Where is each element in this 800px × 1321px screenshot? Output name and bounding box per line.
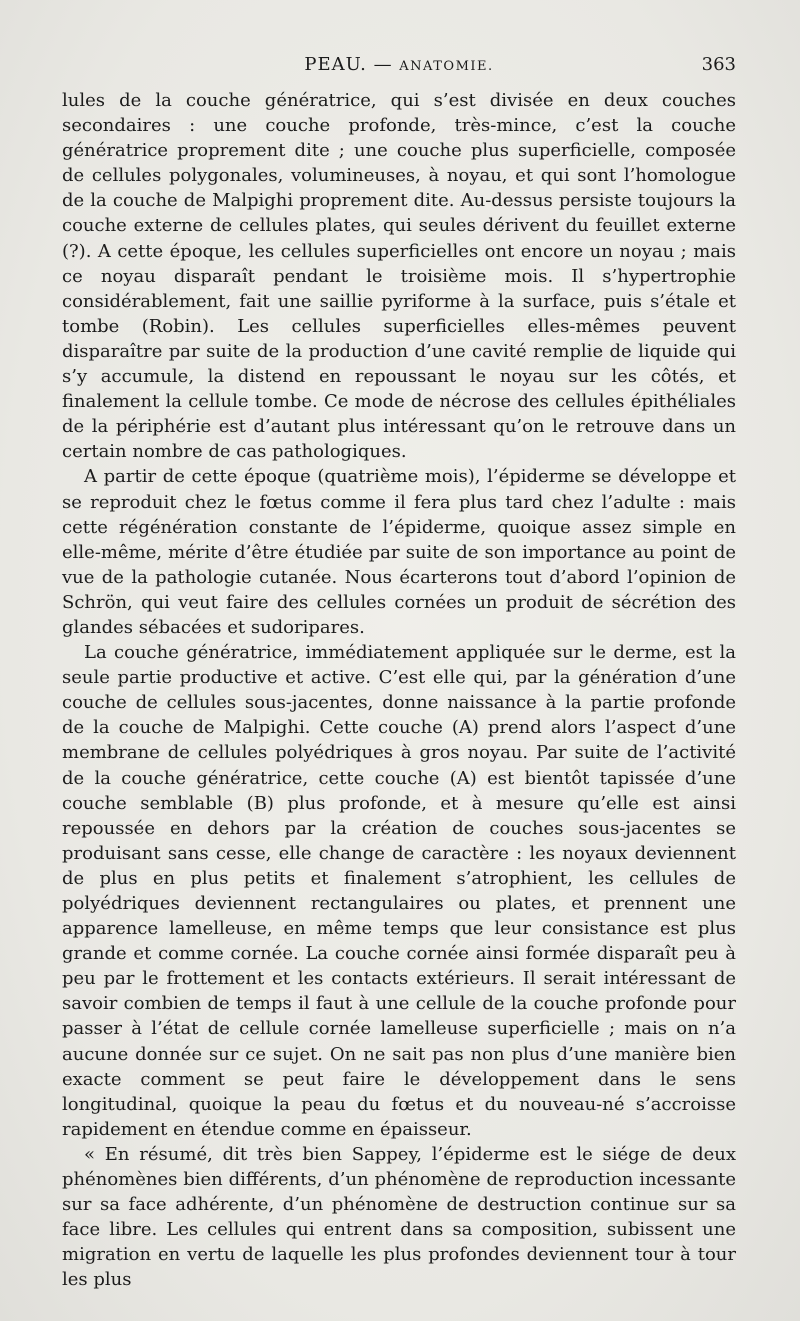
paragraph: A partir de cette époque (quatrième mois), l’épiderme se développe et se reproduit chez le fœtus comme il fera plus tard chez l’adulte : mais cette régénération constante de l’épiderme, quoique assez simple en elle-même, mérite d’être étudiée par suite de son importance au point de vue de la pathologie cutanée. Nous écarterons tout d’abord l’opinion de Schrön, qui veut faire des cellules cornées un produit de sécrétion des glandes sébacées et sudoripares. xyxy=(62,466,736,638)
body-text xyxy=(62,88,736,1293)
paragraph: lules de la couche génératrice, qui s’est divisée en deux couches secondaires : une couche profonde, très-mince, c’est la couche génératrice proprement dite ; une couche plus superficielle, composée de cellules polygonales, volumineuses, à noyau, et qui sont l’homologue de la couche de Malpighi proprement dite. Au-dessus persiste toujours la couche externe de cellules plates, qui seules dérivent du feuillet externe (?). A cette époque, les cellules superficielles ont encore un noyau ; mais ce noyau disparaît pendant le troisième mois. Il s’hypertrophie considérablement, fait une saillie pyriforme à la surface, puis s’étale et tombe (Robin). Les cellules superficielles elles-mêmes peuvent disparaître par suite de la production d’une cavité remplie de liquide qui s’y accumule, la distend en repoussant le noyau sur les côtés, et finalement la cellule tombe. Ce mode de nécrose des cellules épithéliales de la périphérie est d’autant plus intéressant qu’on le retrouve dans un certain nombre de cas pathologiques. xyxy=(62,90,736,463)
running-head xyxy=(62,54,736,75)
running-head-title: PEAU. — xyxy=(304,54,400,75)
page-number: 363 xyxy=(701,54,736,75)
paragraph: La couche génératrice, immédiatement appliquée sur le derme, est la seule partie productive et active. C’est elle qui, par la génération d’une couche de cellules sous-jacentes, donne naissance à la partie profonde de la couche de Malpighi. Cette couche (A) prend alors l’aspect d’une membrane de cellules polyédriques à gros noyau. Par suite de l’activité de la couche génératrice, cette couche (A) est bientôt tapissée d’une couche semblable (B) plus profonde, et à mesure qu’elle est ainsi repoussée en dehors par la création de couches sous-jacentes se produisant sans cesse, elle change de caractère : les noyaux deviennent de plus en plus petits et finalement s’atrophient, les cellules de polyédriques deviennent rectangulaires ou plates, et prennent une apparence lamelleuse, en même temps que leur consistance est plus grande et comme cornée. La couche cornée ainsi formée disparaît peu à peu par le frottement et les contacts extérieurs. Il serait intéressant de savoir combien de temps il faut à une cellule de la couche profonde pour passer à l’état de cellule cornée lamelleuse superficielle ; mais on n’a aucune donnée sur ce sujet. On ne sait pas non plus d’une manière bien exacte comment se peut faire le développement dans le sens longitudinal, quoique la peau du fœtus et du nouveau-né s’accroisse rapidement en étendue comme en épaisseur. xyxy=(62,642,736,1140)
paragraph: « En résumé, dit très bien Sappey, l’épiderme est le siége de deux phénomènes bien différents, d’un phénomène de reproduction incessante sur sa face adhérente, d’un phénomène de destruction continue sur sa face libre. Les cellules qui entrent dans sa composition, subissent une migration en vertu de laquelle les plus profondes deviennent tour à tour les plus xyxy=(62,1143,736,1291)
page-header xyxy=(62,54,736,82)
running-head-section: ANATOMIE. xyxy=(399,59,494,74)
